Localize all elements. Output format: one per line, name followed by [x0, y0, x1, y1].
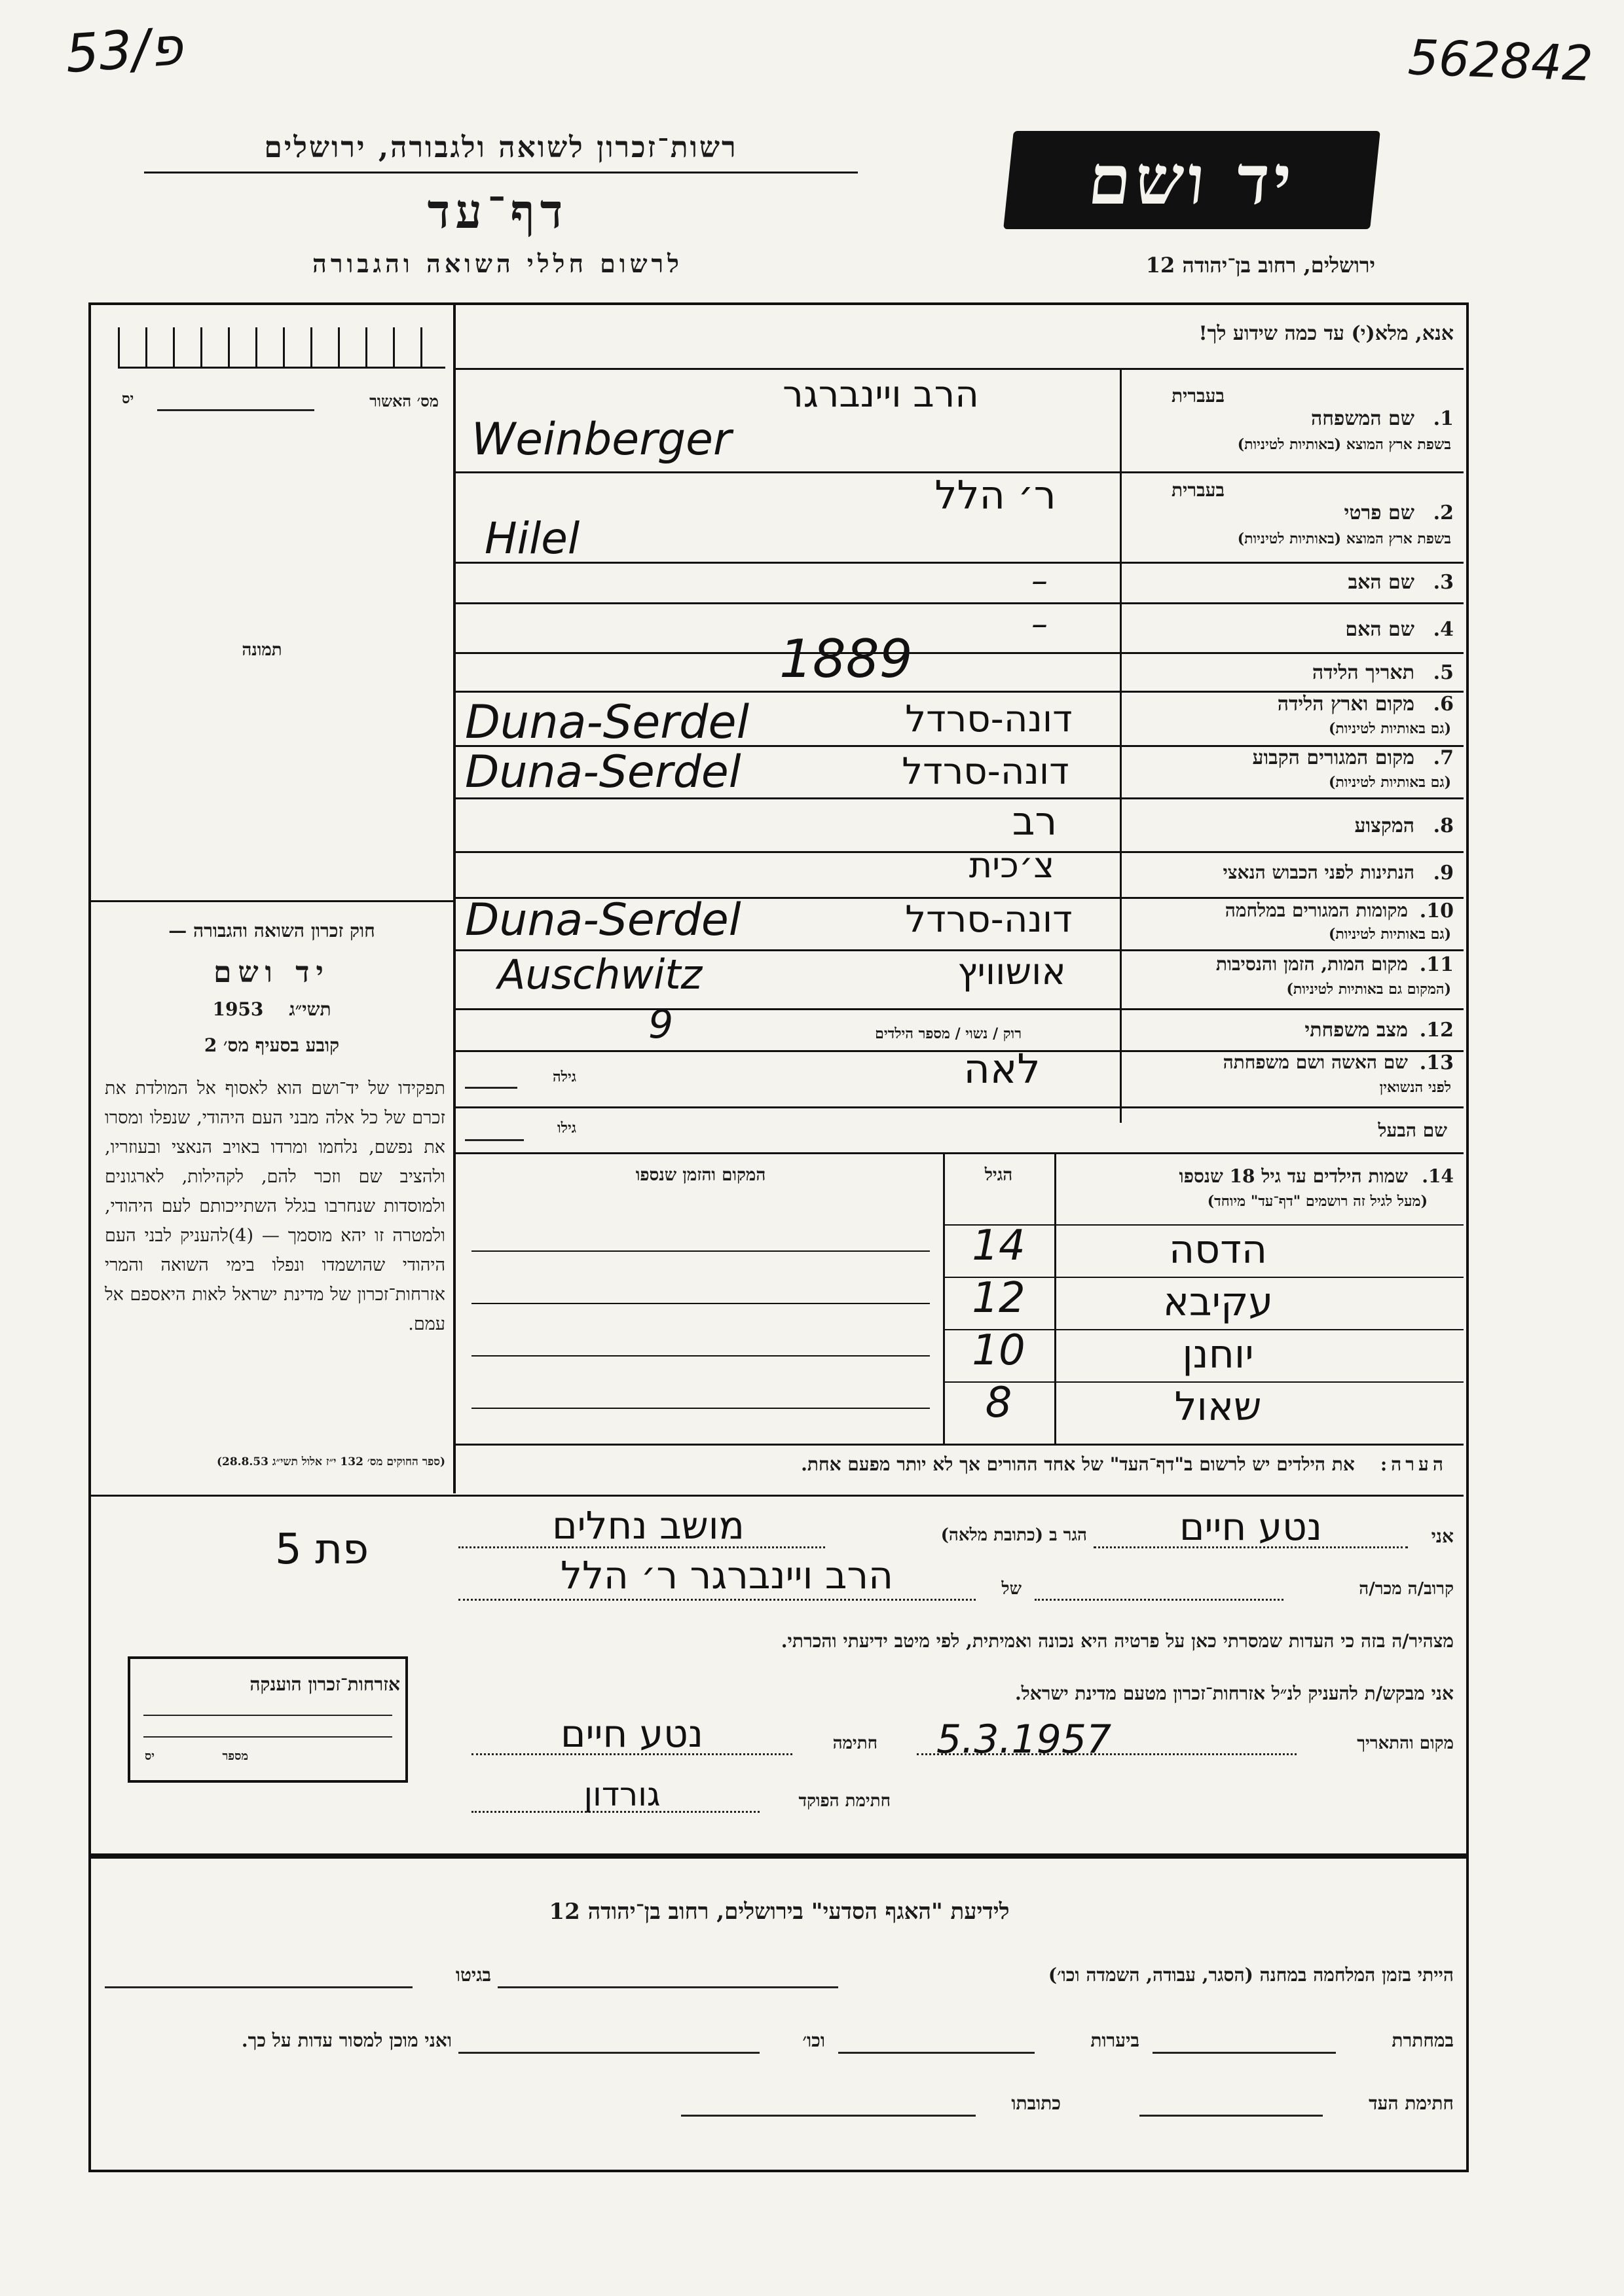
field-9-num: 9.	[1433, 862, 1454, 884]
field-7-value-lat: Duna-Serdel	[465, 746, 741, 798]
declaration-i-label: אני	[1431, 1525, 1454, 1547]
field-10-sub: (גם באותיות לטיניות)	[1328, 926, 1451, 943]
field-2-sub: בשפת ארץ המוצא (באותיות לטיניות)	[1237, 530, 1451, 547]
relation-of-label: של	[1001, 1579, 1022, 1599]
field-1-aside: בעברית	[1171, 385, 1225, 407]
instructions: אנא, מלא(י) עד כמה שידוע לך!	[1198, 322, 1454, 345]
bottom-line3-blank2	[681, 2115, 976, 2117]
children-top-rule	[456, 1152, 1464, 1154]
law-text: תפקידו של יד־ושם הוא לאסוף אל המולדת את זכרם של כל אלה מבני העם היהודי, שנפלו ומסרו את נפשם, נלחמו ומרדו באויב הנאצי ובעוזריו, ולהציב שם וזכר להם, לקהילות, לארגונים ולמוסדות שנחרבו בגלל השתייכותם לעם היהודי, ולמטרה זו יהא מוסמך — (4)להעניק לבני העם היהודי שהושמדו ונפלו בימי השואה והמרי אזרחות־זכרון של מדינת ישראל לאות היאספם אל עמם.	[105, 1078, 445, 1334]
row-rule-2	[456, 562, 1464, 564]
field-5-num: 5.	[1433, 661, 1454, 684]
bottom-line3-a: חתימת העד	[1369, 2092, 1454, 2114]
left-column-divider	[453, 305, 456, 1493]
note-rule	[91, 1495, 1464, 1497]
residing-value: מושב נחלים	[552, 1503, 745, 1548]
bottom-line3-b: כתובתו	[1011, 2092, 1061, 2114]
children-place-rule-2	[471, 1303, 930, 1304]
residing-label: הגר ב (כתובת מלאה)	[940, 1525, 1087, 1545]
field-12-label: מצב משפחתי	[1304, 1019, 1408, 1042]
signature-label: חתימה	[832, 1734, 877, 1753]
approval-no-line	[157, 409, 314, 411]
child-name-3: יוחנן	[1182, 1332, 1254, 1377]
logo	[1003, 131, 1380, 229]
instructions-rule	[456, 368, 1464, 370]
photo-label: תמונה	[242, 640, 282, 660]
husband-age-line	[465, 1139, 524, 1141]
child-age-4: 8	[985, 1379, 1012, 1427]
field-8-num: 8.	[1433, 814, 1454, 837]
note-text: את הילדים יש לרשום ב"דף־העד" של אחד ההורים אך לא יותר מפעם אחת.	[801, 1453, 1355, 1475]
field-7-label: מקום המגורים הקבוע	[1252, 746, 1414, 769]
field-6-num: 6.	[1433, 693, 1454, 716]
bottom-line1-a: הייתי בזמן המלחמה במחנה (הסגר, עבודה, השמדה וכו׳)	[1048, 1964, 1454, 1986]
note	[465, 1453, 1447, 1476]
children-place-rule-4	[471, 1408, 930, 1409]
note-label: הערה:	[1380, 1453, 1447, 1475]
field-12-num: 12.	[1419, 1019, 1454, 1042]
approval-label: מס׳ האשור	[369, 392, 439, 410]
field-13-value: לאה	[963, 1045, 1041, 1093]
child-age-2: 12	[972, 1274, 1025, 1322]
header-address: ירושלים, רחוב בן־יהודה 12	[1145, 253, 1375, 278]
field-7-value-heb: דונה-סרדל	[902, 750, 1069, 793]
logo-text: יד ושם	[1084, 139, 1299, 220]
children-place-col: המקום והזמן שנספו	[635, 1165, 766, 1185]
cert-box	[128, 1656, 408, 1783]
row-rule-3	[456, 602, 1464, 604]
bottom-line2-blank1	[1153, 2052, 1336, 2054]
bottom-line2-c: וכו׳	[802, 2030, 825, 2051]
bottom-line2-blank2	[838, 2052, 1035, 2054]
field-7-sub: (גם באותיות לטיניות)	[1328, 774, 1451, 791]
corner-mark-right: 562842	[1407, 29, 1594, 92]
children-place-rule-1	[471, 1250, 930, 1252]
field-4-label: שם האם	[1345, 618, 1414, 641]
bottom-line3-blank1	[1139, 2115, 1323, 2117]
officer-value: גורדון	[583, 1776, 661, 1813]
relation-value: הרב ויינברגר ר׳ הלל	[560, 1553, 893, 1597]
field-11-sub: (המקום גם באותיות לטיניות)	[1286, 981, 1451, 998]
relation-line-right	[1035, 1599, 1283, 1601]
field-12-value: 9	[648, 1002, 674, 1048]
form-subtitle: לרשום חללי השואה והגבורה	[312, 249, 683, 278]
signature-value: נטע חיים	[561, 1711, 703, 1756]
field-2-num: 2.	[1433, 501, 1454, 524]
children-heading-num: 14.	[1422, 1165, 1454, 1187]
children-age-divider-left	[943, 1152, 945, 1444]
field-6-value-heb: דונה-סרדל	[905, 698, 1073, 740]
field-8-label: המקצוע	[1354, 814, 1414, 837]
bottom-line2-d: ואני מוכן למסור עדות על כך.	[241, 2030, 452, 2051]
law-year-num: 1953	[212, 998, 264, 1020]
husband-age-label: גילו	[557, 1120, 576, 1137]
field-4-num: 4.	[1433, 618, 1454, 641]
bottom-line2-a: במחתרת	[1392, 2030, 1454, 2051]
field-5-value: 1889	[779, 629, 913, 689]
field-11-num: 11.	[1419, 953, 1454, 976]
bottom-line1-blank2	[105, 1986, 413, 1988]
field-3-num: 3.	[1433, 571, 1454, 594]
declaration-statement: מצהיר/ה בזה כי העדות שמסרתי כאן על פרטיה היא נכונה ואמיתית, לפי מיטב ידיעתי והכרתי.	[781, 1630, 1454, 1652]
witness-name: נטע חיים	[1179, 1504, 1322, 1549]
field-8-value: רב	[1012, 799, 1058, 845]
field-9-label: הנתינות לפני הכבוש הנאצי	[1223, 862, 1414, 883]
field-11-label: מקום המות, הזמן והנסיבות	[1215, 953, 1408, 975]
date-value: 5.3.1957	[936, 1717, 1112, 1762]
field-12-inline-label: רוק / נשוי / מספר הילדים	[875, 1025, 1022, 1042]
field-1-sub: בשפת ארץ המוצא (באותיות לטיניות)	[1237, 436, 1451, 453]
field-13-sub: לפני הנשואין	[1379, 1079, 1451, 1096]
field-10-value-heb: דונה-סרדל	[905, 898, 1073, 941]
relation-label: קרוב/ה מכר/ה	[1359, 1579, 1454, 1599]
field-6-value-lat: Duna-Serdel	[465, 695, 750, 749]
cert-no-label: מספר	[222, 1749, 248, 1763]
field-13-num: 13.	[1419, 1051, 1454, 1074]
row-rule-13	[456, 1106, 1464, 1108]
field-11-value-lat: Auschwitz	[498, 951, 703, 998]
row-rule-4	[456, 652, 1464, 654]
relation-line-left	[458, 1599, 976, 1601]
field-1-value-heb: הרב ויינברגר	[783, 373, 979, 416]
child-age-3: 10	[972, 1326, 1025, 1375]
field-5-label: תאריך הלידה	[1312, 661, 1414, 684]
field-7-num: 7.	[1433, 746, 1454, 769]
approval-no-boxes	[118, 327, 445, 369]
field-1-num: 1.	[1433, 407, 1454, 430]
field-2-value-heb: ר׳ הלל	[934, 473, 1056, 519]
field-10-label: מקומות המגורים במלחמה	[1225, 900, 1408, 921]
husband-label: שם הבעל	[1378, 1120, 1447, 1141]
field-2-label: שם פרטי	[1344, 501, 1414, 524]
child-age-1: 14	[972, 1222, 1025, 1270]
field-13-age-line	[465, 1087, 517, 1089]
law-year-heb: תשי״ג	[289, 998, 331, 1020]
field-6-label: מקום וארץ הלידה	[1277, 693, 1414, 716]
field-1-label: שם המשפחה	[1310, 407, 1414, 430]
children-age-col: הגיל	[984, 1165, 1013, 1185]
children-bottom-rule	[456, 1444, 1464, 1446]
field-2-value-lat: Hilel	[485, 513, 580, 564]
law-year	[98, 998, 445, 1021]
field-4-value: –	[1031, 605, 1048, 643]
child-name-2: עקיבא	[1162, 1279, 1274, 1325]
cert-box-title: אזרחות־זכרון הוענקה	[249, 1673, 400, 1695]
corner-mark-left: 53/פ	[63, 15, 185, 85]
law-name: יד ושם	[213, 956, 330, 989]
row-rule-11	[456, 1008, 1464, 1010]
field-13-label: שם האשה ושם משפחתה	[1223, 1051, 1408, 1073]
field-11-value-heb: אושוויץ	[957, 951, 1066, 993]
field-6-sub: (גם באותיות לטיניות)	[1328, 720, 1451, 737]
law-title: חוק זכרון השואה והגבורה —	[168, 920, 375, 941]
bottom-line1-b: בגיטו	[455, 1964, 491, 1986]
field-1-value-lat: Weinberger	[471, 414, 731, 465]
child-name-4: שאול	[1174, 1384, 1262, 1430]
field-13-age-label: גילה	[553, 1068, 576, 1085]
child-name-1: הדסה	[1168, 1227, 1268, 1273]
bottom-line1-blank	[498, 1986, 838, 1988]
form-title: דף־עד	[427, 183, 568, 239]
field-3-value: –	[1031, 562, 1048, 600]
law-clause: קובע בסעיף מס׳ 2	[204, 1034, 340, 1056]
org-line: רשות־זכרון לשואה ולגבורה, ירושלים	[264, 131, 738, 164]
declaration-request: אני מבקש/ת להעניק לנ״ל אזרחות־זכרון מטעם מדינת ישראל.	[1014, 1683, 1454, 1704]
field-3-label: שם האב	[1348, 571, 1414, 594]
field-2-aside: בעברית	[1171, 479, 1225, 501]
declaration-margin-note: 5 פת	[275, 1525, 369, 1574]
approval-no-mark: יס	[122, 390, 134, 407]
children-age-divider-right	[1054, 1152, 1056, 1444]
field-9-value: צ׳כית	[969, 845, 1055, 886]
left-photo-rule	[91, 900, 455, 902]
bottom-title: לידיעת "האגף הסדעי" בירושלים, רחוב בן־יהודה 12	[549, 1899, 1010, 1925]
cert-no-mark: יס	[145, 1749, 155, 1763]
place-date-label: מקום והתאריך	[1357, 1734, 1454, 1753]
org-underline	[144, 172, 858, 173]
children-heading-sub: (מעל לגיל זה רושמים "דף־עד" מיוחד)	[1207, 1193, 1428, 1210]
bottom-line2-b: ביערות	[1090, 2030, 1139, 2051]
bottom-line2-blank3	[458, 2052, 760, 2054]
law-source: (ספר החוקים מס׳ 132 י״ז אלול תשי״ג 28.8.53)	[216, 1455, 445, 1468]
field-10-value-lat: Duna-Serdel	[465, 894, 741, 946]
field-10-num: 10.	[1419, 900, 1454, 922]
officer-label: חתימת הפוקד	[798, 1791, 891, 1811]
children-place-rule-3	[471, 1355, 930, 1357]
children-heading: שמות הילדים עד גיל 18 שנספו	[1179, 1165, 1408, 1187]
